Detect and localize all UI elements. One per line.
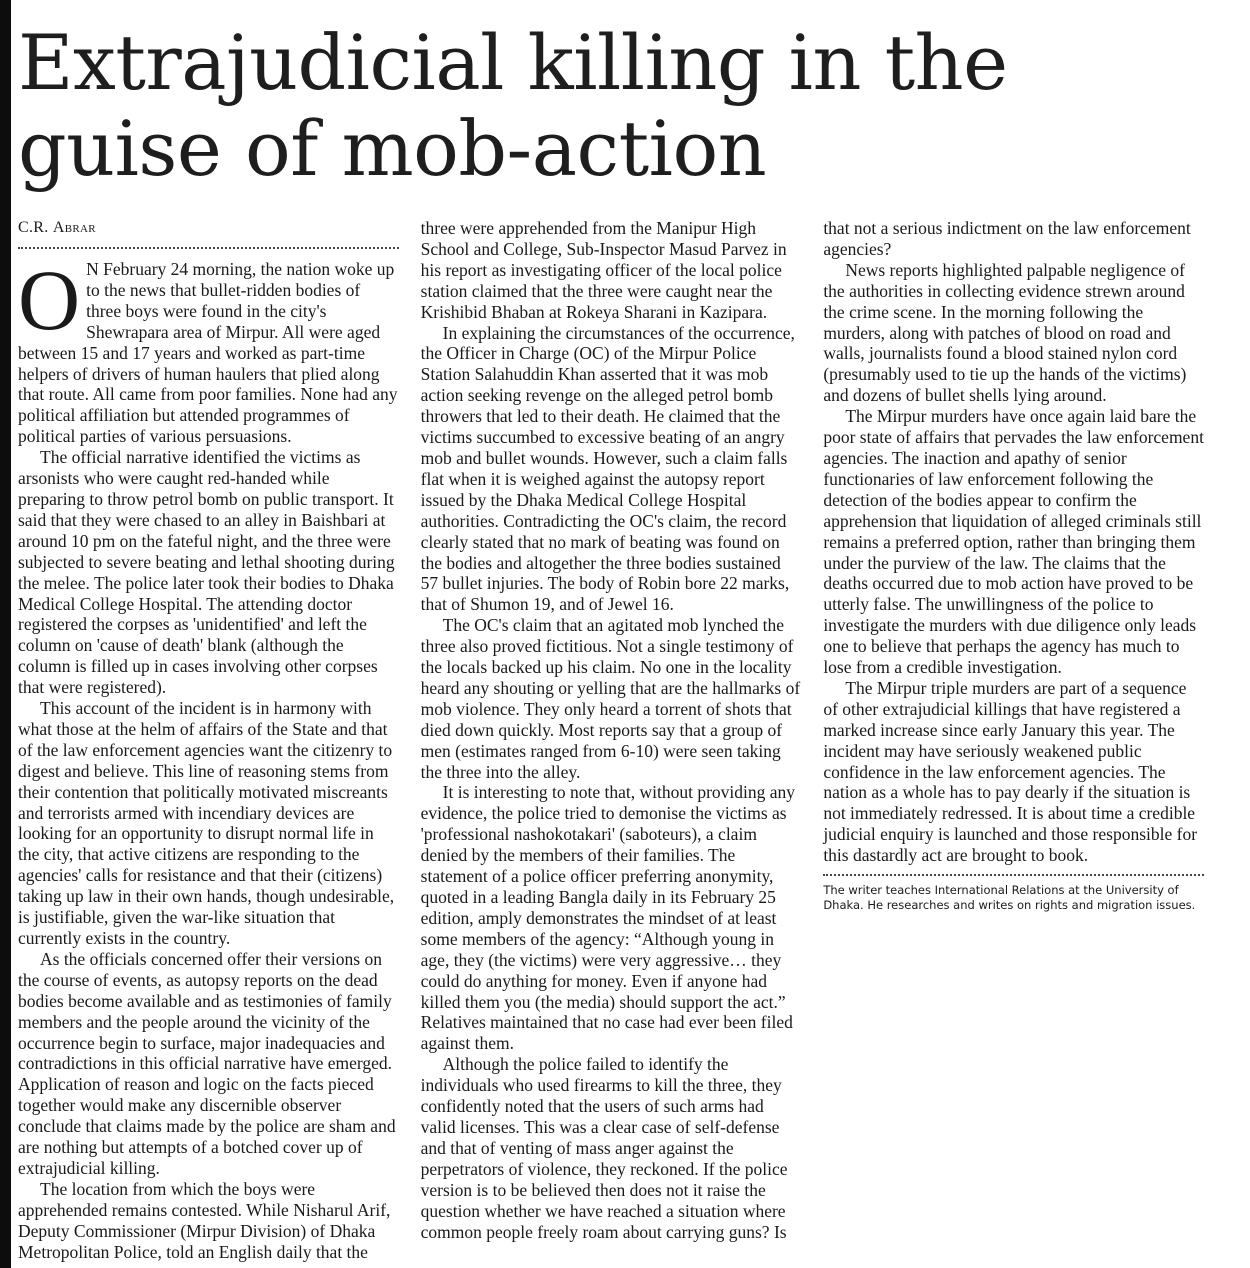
paragraph: As the officials concerned offer their versions on the course of events, as autopsy reports on the dead bodies become available and as testimonies of family members and the people around the vicinity of the occurrence begin to surface, major inadequacies and contradictions in this official narrative have emerged. Application of reason and logic on the facts pieced together would make any discernible observer conclude that claims made by the police are sham and are nothing but attempts of a botched cover up of extrajudicial killing. <box>18 948 396 1178</box>
author-surname: Abrar <box>52 219 96 236</box>
drop-cap: O <box>18 252 81 348</box>
paragraph: In explaining the circumstances of the occurrence, the Officer in Charge (OC) of the Mirpur Police Station Salahuddin Khan asserted that it was mob action seeking revenge on the alleged petrol bomb throwers that led to their death. He claimed that the victims succumbed to excessive beating of an angry mob and bullet wounds. However, such a claim falls flat when it is weighed against the autopsy report issued by the Dhaka Medical College Hospital authorities. Contradicting the OC's claim, the record clearly stated that no mark of beating was found on the bodies and altogether the three bodies sustained 57 bullet injuries. The body of Robin bore 22 marks, that of Shumon 19, and of Jewel 16. <box>420 322 795 615</box>
paragraph-1-text: N February 24 morning, the nation woke up to the news that bullet-ridden bodies of three boys were found in the city's Shewrapara area of Mirpur. All were aged between 15 and 17 years and worked as part-time helpers of drivers of human haulers that plied along that route. All came from poor families. None had any political affiliation but attended programmes of political parties of various persuasions. <box>18 259 398 447</box>
byline <box>18 218 399 249</box>
headline: Extrajudicial killing in the guise of mob-action <box>18 18 1008 193</box>
article-body <box>18 218 1204 1263</box>
paragraph: The Mirpur murders have once again laid bare the poor state of affairs that pervades the law enforcement agencies. The inaction and apathy of senior functionaries of law enforcement following the detection of the bodies appear to confirm the apprehension that liquidation of alleged criminals still remains a preferred option, rather than bringing them under the purview of the law. The claims that the deaths occurred due to mob action have proved to be utterly false. The unwillingness of the police to investigate the murders with due diligence only leads one to believe that perhaps the agency has much to lose from a credible investigation. <box>823 406 1204 678</box>
paragraph: It is interesting to note that, without providing any evidence, the police tried to demonise the victims as 'professional nashokotakari' (saboteurs), a claim denied by the members of their families. The statement of a police officer preferring anonymity, quoted in a leading Bangla daily in its February 25 edition, amply demonstrates the mindset of at least some members of the agency: “Although young in age, they (the victims) were very aggressive… they could do anything for money. Even if anyone had killed them you (the media) should support the act.” Relatives maintained that no case had ever been filed against them. <box>420 782 796 1054</box>
paragraph: The Mirpur triple murders are part of a sequence of other extrajudicial killings that have registered a marked increase since early January this year. The incident may have seriously weakened public confidence in the law enforcement agencies. The nation as a whole has to pay dearly if the situation is not immediately redressed. It is about time a credible judicial enquiry is launched and those responsible for this dastardly act are brought to book. <box>823 677 1198 866</box>
paragraph: Although the police failed to identify the individuals who used firearms to kill the three, they confidently noted that the users of such arms had valid licenses. This was a clear case of self-defense and that of venting of mass anger against the perpetrators of violence, they reckoned. If the police version is to be believed then does not it raise the question whether we have reached a situation where common people freely roam about carrying guns? Is that not a serious indictment on the law enforcement agencies? <box>420 218 1191 1242</box>
paragraph: The official narrative identified the victims as arsonists who were caught red-handed while preparing to throw petrol bomb on public transport. It said that they were chased to an alley in Baishbari at around 10 pm on the fateful night, and the three were subjected to severe beating and lethal shooting during the melee. The police later took their bodies to Dhaka Medical College Hospital. The attending doctor registered the corpses as 'unidentified' and left the column on 'cause of death' blank (although the column is filled up in cases involving other corpses that were registered). <box>18 447 395 698</box>
paragraph: This account of the incident is in harmony with what those at the helm of affairs of the State and that of the law enforcement agencies want the citizenry to digest and believe. This line of reasoning stems from their contention that politically motivated miscreants and terrorists armed with incendiary devices are looking for an opportunity to disrupt normal life in the city, that active citizens are responding to the agencies' calls for resistance and that their (citizens) taking up law in their own hands, though undesirable, is justifiable, given the war-like situation that currently exists in the country. <box>18 698 395 948</box>
paragraph: The OC's claim that an agitated mob lynched the three also proved fictitious. Not a single testimony of the locals backed up his claim. No one in the locality heard any shouting or yelling that are the hallmarks of mob violence. They only heard a torrent of shots that died down quickly. Most reports say that a group of men (estimates ranged from 6-10) were seen taking the three into the alley. <box>420 615 801 782</box>
paragraph: News reports highlighted palpable negligence of the authorities in collecting evidence strewn around the crime scene. In the morning following the murders, along with patches of blood on road and walls, journalists found a blood stained nylon cord (presumably used to tie up the hands of the victims) and dozens of bullet shells lying around. <box>823 259 1187 406</box>
paragraph-1 <box>18 252 399 447</box>
paragraph: The location from which the boys were apprehended remains contested. While Nisharul Arif, Deputy Commissioner (Mirpur Division) of Dhaka Metropolitan Police, told an English daily that the three were apprehended from the Manipur High School and College, Sub-Inspector Masud Parvez in his report as investigating officer of the local police station claimed that the three were caught near the Krishibid Bhaban at Rokeya Sharani in Kazipara. <box>18 218 787 1262</box>
author-initials: C.R. <box>18 219 53 236</box>
left-edge-bar <box>0 0 11 1268</box>
author-note: The writer teaches International Relations at the University of Dhaka. He researches and writes on rights and migration issues. <box>823 874 1204 913</box>
